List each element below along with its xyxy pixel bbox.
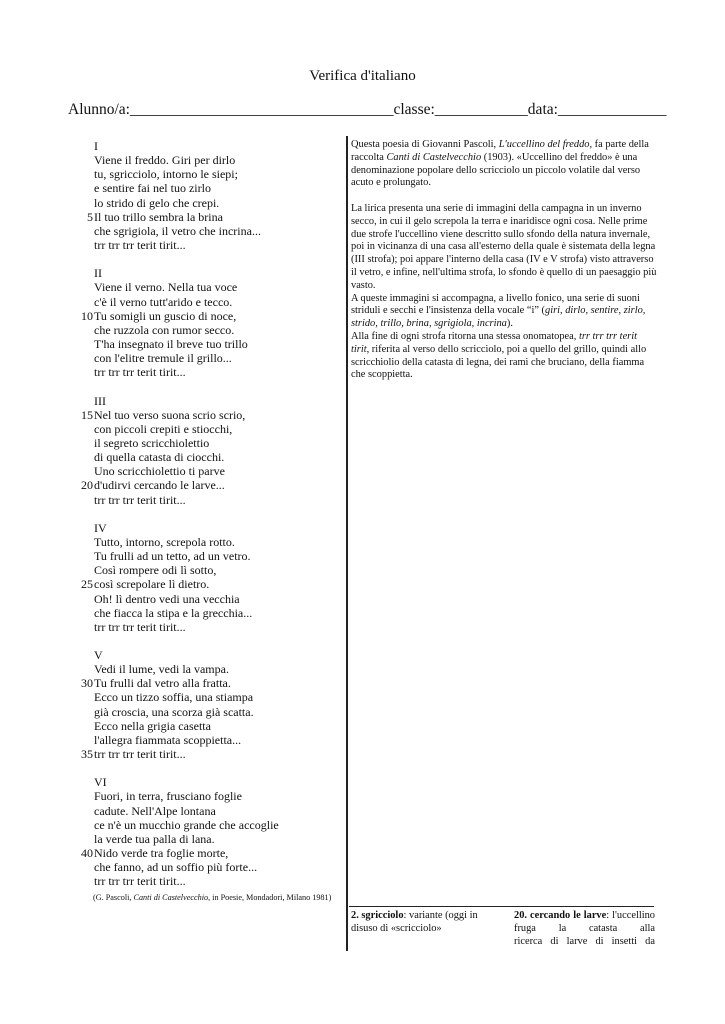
- notes-separator: [349, 906, 654, 907]
- commentary-paragraph-sounds: [351, 293, 657, 331]
- line-text: che fiacca la stipa e la grecchia...: [94, 605, 253, 620]
- commentary-paragraph-intro: [351, 139, 657, 190]
- line-number: [72, 606, 93, 620]
- citation-suffix: , in Poesie, Mondadori, Milano 1981): [208, 893, 332, 902]
- line-text: che ruzzola con rumor secco.: [94, 322, 235, 337]
- line-text: trr trr trr terit tirit...: [94, 237, 186, 252]
- line-text: tu, sgricciolo, intorno le siepi;: [94, 167, 238, 182]
- line-text: Nido verde tra foglie morte,: [94, 846, 229, 861]
- line-text: Viene il verno. Nella tua voce: [94, 280, 238, 295]
- poem-line: [72, 238, 337, 252]
- line-number: [72, 323, 93, 337]
- poem-line: [72, 733, 337, 747]
- line-text: Tutto, intorno, screpola rotto.: [94, 534, 235, 549]
- note-term: 2. sgricciolo: [351, 910, 404, 921]
- poem-line: [72, 181, 337, 195]
- line-number: [72, 789, 93, 803]
- note-sgricciolo: [351, 910, 496, 936]
- line-number: [72, 450, 93, 464]
- line-text: Tu frulli ad un tetto, ad un vetro.: [94, 549, 251, 564]
- line-text: trr trr trr terit tirit...: [94, 365, 186, 380]
- poem-line: [72, 676, 337, 690]
- line-text: l'allegra fiammata scoppietta...: [94, 732, 242, 747]
- line-text: che fanno, ad un soffio più forte...: [94, 860, 258, 875]
- stanza-gap: [72, 761, 337, 775]
- line-text: Vedi il lume, vedi la vampa.: [94, 662, 229, 677]
- poem-line: [72, 690, 337, 704]
- note-definition: : variante (oggi in disuso di «scricciolo»: [351, 910, 478, 934]
- line-number: [72, 139, 93, 153]
- paragraph-spacer: [351, 190, 657, 203]
- line-text: Viene il freddo. Giri per dirlo: [94, 153, 236, 168]
- line-number: [72, 563, 93, 577]
- line-text: lo strido di gelo che crepi.: [94, 195, 220, 210]
- line-text: IV: [94, 520, 107, 535]
- line-number: [72, 280, 93, 294]
- poem-title-italic: L'uccellino del freddo: [498, 139, 590, 150]
- line-text: II: [94, 266, 102, 281]
- sound-words-italic: giri, dirlo, sentire, zirlo, strido, trillo, brina, sgrigiola, incrina: [351, 305, 646, 330]
- line-number: [72, 394, 93, 408]
- line-number: [72, 874, 93, 888]
- poem-line: [72, 662, 337, 676]
- line-number: [72, 860, 93, 874]
- column-divider: [346, 136, 348, 951]
- line-text: con l'elitre tremule il grillo...: [94, 351, 232, 366]
- line-number: [72, 295, 93, 309]
- note-line: ricerca di larve di insetti da: [514, 935, 655, 947]
- stanza-gap: [72, 379, 337, 393]
- poem-line: [72, 606, 337, 620]
- poem-line: [72, 408, 337, 422]
- poem-line: [72, 832, 337, 846]
- line-text: trr trr trr terit tirit...: [94, 619, 186, 634]
- line-text: trr trr trr terit tirit...: [94, 492, 186, 507]
- page-title: Verifica d'italiano: [309, 68, 416, 84]
- poem-line: [72, 789, 337, 803]
- line-number: [72, 549, 93, 563]
- line-number: 35: [81, 747, 93, 762]
- line-text: Nel tuo verso suona scrio scrio,: [94, 407, 246, 422]
- poem-line: [72, 563, 337, 577]
- poem-line: [72, 535, 337, 549]
- line-text: V: [94, 648, 103, 663]
- line-number: [72, 238, 93, 252]
- poem-line: [72, 422, 337, 436]
- stanza-gap: [72, 507, 337, 521]
- onomatopoeia-italic: trr trr trr terit tirit: [351, 330, 638, 355]
- stanza-gap: [72, 252, 337, 266]
- commentary-text-run: , riferita al verso dello scricciolo, poi a quello del grillo, quindi allo scricchiolio della catasta di legna, dei rami che bruciano, della fiamma che scoppietta.: [351, 343, 647, 381]
- line-text: III: [94, 393, 106, 408]
- poem-line: [72, 309, 337, 323]
- line-number: [72, 521, 93, 535]
- line-text: ce n'è un mucchio grande che accoglie: [94, 817, 279, 832]
- poem-line: [72, 592, 337, 606]
- line-number: 15: [81, 407, 93, 422]
- line-number: [72, 832, 93, 846]
- line-text: d'udirvi cercando le larve...: [94, 478, 225, 493]
- poem-line: [72, 648, 337, 662]
- note-line: [514, 910, 655, 936]
- poem-line: [72, 747, 337, 761]
- line-number: [72, 181, 93, 195]
- line-text: Così rompere odi lì sotto,: [94, 563, 217, 578]
- poem-line: [72, 521, 337, 535]
- line-text: con piccoli crepiti e stiocchi,: [94, 421, 233, 436]
- commentary-text: [351, 139, 657, 382]
- poem-citation: [93, 893, 331, 902]
- student-info-line: Alunno/a:__________________________________classe:____________data:______________: [68, 101, 667, 118]
- line-number: [72, 436, 93, 450]
- poem-line: [72, 153, 337, 167]
- poem-line: [72, 818, 337, 832]
- line-text: Fuori, in terra, frusciano foglie: [94, 789, 242, 804]
- line-number: 40: [81, 846, 93, 861]
- line-text: il segreto scricchiolettio: [94, 435, 210, 450]
- line-number: [72, 493, 93, 507]
- line-number: [72, 804, 93, 818]
- note-cercando-le-larve: [514, 910, 655, 948]
- line-number: 30: [81, 676, 93, 691]
- poem-line: [72, 705, 337, 719]
- poem-line: [72, 436, 337, 450]
- commentary-paragraph-onomatopoeia: [351, 331, 657, 382]
- poem-line: [72, 394, 337, 408]
- line-number: [72, 224, 93, 238]
- poem-line: [72, 323, 337, 337]
- line-text: la verde tua palla di lana.: [94, 831, 215, 846]
- line-text: Tu frulli dal vetro alla fratta.: [94, 676, 231, 691]
- line-text: Oh! lì dentro vedi una vecchia: [94, 591, 240, 606]
- line-text: già croscia, una scorza già scatta.: [94, 704, 254, 719]
- line-number: 10: [81, 308, 93, 323]
- line-number: [72, 648, 93, 662]
- commentary-text-run: ).: [506, 318, 513, 330]
- poem-line: [72, 365, 337, 379]
- line-number: [72, 662, 93, 676]
- poem-line: [72, 167, 337, 181]
- line-text: Ecco un tizzo soffia, una stiampa: [94, 690, 254, 705]
- line-number: [72, 153, 93, 167]
- poem-line: [72, 804, 337, 818]
- poem-line: [72, 549, 337, 563]
- line-number: [72, 535, 93, 549]
- line-text: I: [94, 139, 98, 153]
- line-text: Uno scricchiolettio ti parve: [94, 464, 225, 479]
- line-number: [72, 719, 93, 733]
- poem-text: [72, 139, 337, 888]
- line-number: [72, 705, 93, 719]
- poem-line: [72, 620, 337, 634]
- line-number: [72, 690, 93, 704]
- poem-line: [72, 337, 337, 351]
- poem-line: [72, 139, 337, 153]
- commentary-text-run: (1903). «Uccellino del freddo» è una denominazione popolare dello scricciolo un piccolo volatile dal verso acuto e prolungato.: [351, 151, 641, 189]
- poem-line: [72, 266, 337, 280]
- line-number: 5: [87, 209, 93, 224]
- line-text: trr trr trr terit tirit...: [94, 874, 186, 889]
- line-number: [72, 733, 93, 747]
- line-number: [72, 818, 93, 832]
- poem-line: [72, 577, 337, 591]
- poem-line: [72, 775, 337, 789]
- commentary-paragraph-images: La lirica presenta una serie di immagini della campagna in un inverno secco, in cui il gelo screpola la terra e inaridisce ogni cosa. Nelle prime due strofe l'uccellino viene descritto sullo sfondo della natura invernale, poi in vicinanza di una casa all'esterno della quale è sistemata della legna (III strofa); poi appare l'interno della casa (IV e V strofa) visto attraverso il vetro, e infine, nell'ultima strofa, lo sfondo è quello di un paesaggio più vasto.: [351, 202, 657, 291]
- line-text: Tu somigli un guscio di noce,: [94, 308, 237, 323]
- line-number: [72, 337, 93, 351]
- citation-prefix: (G. Pascoli,: [93, 893, 134, 902]
- line-text: Ecco nella grigia casetta: [94, 718, 211, 733]
- line-text: Il tuo trillo sembra la brina: [94, 209, 223, 224]
- line-text: di quella catasta di ciocchi.: [94, 450, 225, 465]
- poem-line: [72, 224, 337, 238]
- line-text: cadute. Nell'Alpe lontana: [94, 803, 216, 818]
- line-number: [72, 167, 93, 181]
- line-number: [72, 266, 93, 280]
- poem-line: [72, 351, 337, 365]
- line-text: T'ha insegnato il breve tuo trillo: [94, 336, 248, 351]
- poem-line: [72, 295, 337, 309]
- poem-line: [72, 478, 337, 492]
- poem-line: [72, 210, 337, 224]
- line-number: [72, 196, 93, 210]
- citation-title: Canti di Castelvecchio: [133, 893, 209, 902]
- commentary-text-run: , fa parte della raccolta: [351, 139, 649, 163]
- line-number: [72, 620, 93, 634]
- line-text: VI: [94, 775, 107, 790]
- commentary-text-run: Questa poesia di Giovanni Pascoli,: [351, 139, 499, 150]
- poem-line: [72, 874, 337, 888]
- note-definition: : l'uccellino fruga la catasta alla: [514, 910, 655, 934]
- commentary-text-run: Alla fine di ogni strofa ritorna una stessa onomatopea,: [351, 330, 579, 342]
- line-number: 25: [81, 577, 93, 592]
- poem-line: [72, 196, 337, 210]
- line-number: [72, 351, 93, 365]
- line-text: trr trr trr terit tirit...: [94, 747, 186, 762]
- poem-line: [72, 493, 337, 507]
- line-number: [72, 464, 93, 478]
- poem-line: [72, 846, 337, 860]
- poem-line: [72, 450, 337, 464]
- line-number: [72, 592, 93, 606]
- commentary-text-run: A queste immagini si accompagna, a livello fonico, una serie di suoni striduli e secchi e l'insistenza della vocale “i” (: [351, 292, 640, 317]
- note-term: 20. cercando le larve: [514, 910, 607, 921]
- line-number: [72, 422, 93, 436]
- poem-line: [72, 860, 337, 874]
- line-text: così screpolare lì dietro.: [94, 577, 210, 592]
- stanza-gap: [72, 634, 337, 648]
- line-text: che sgrigiola, il vetro che incrina...: [94, 223, 261, 238]
- poem-line: [72, 280, 337, 294]
- line-text: e sentire fai nel tuo zirlo: [94, 181, 211, 196]
- poem-line: [72, 464, 337, 478]
- line-number: [72, 365, 93, 379]
- line-number: 20: [81, 478, 93, 493]
- line-text: c'è il verno tutt'arido e tecco.: [94, 294, 233, 309]
- line-number: [72, 775, 93, 789]
- poem-line: [72, 719, 337, 733]
- collection-title-italic: Canti di Castelvecchio: [386, 151, 482, 163]
